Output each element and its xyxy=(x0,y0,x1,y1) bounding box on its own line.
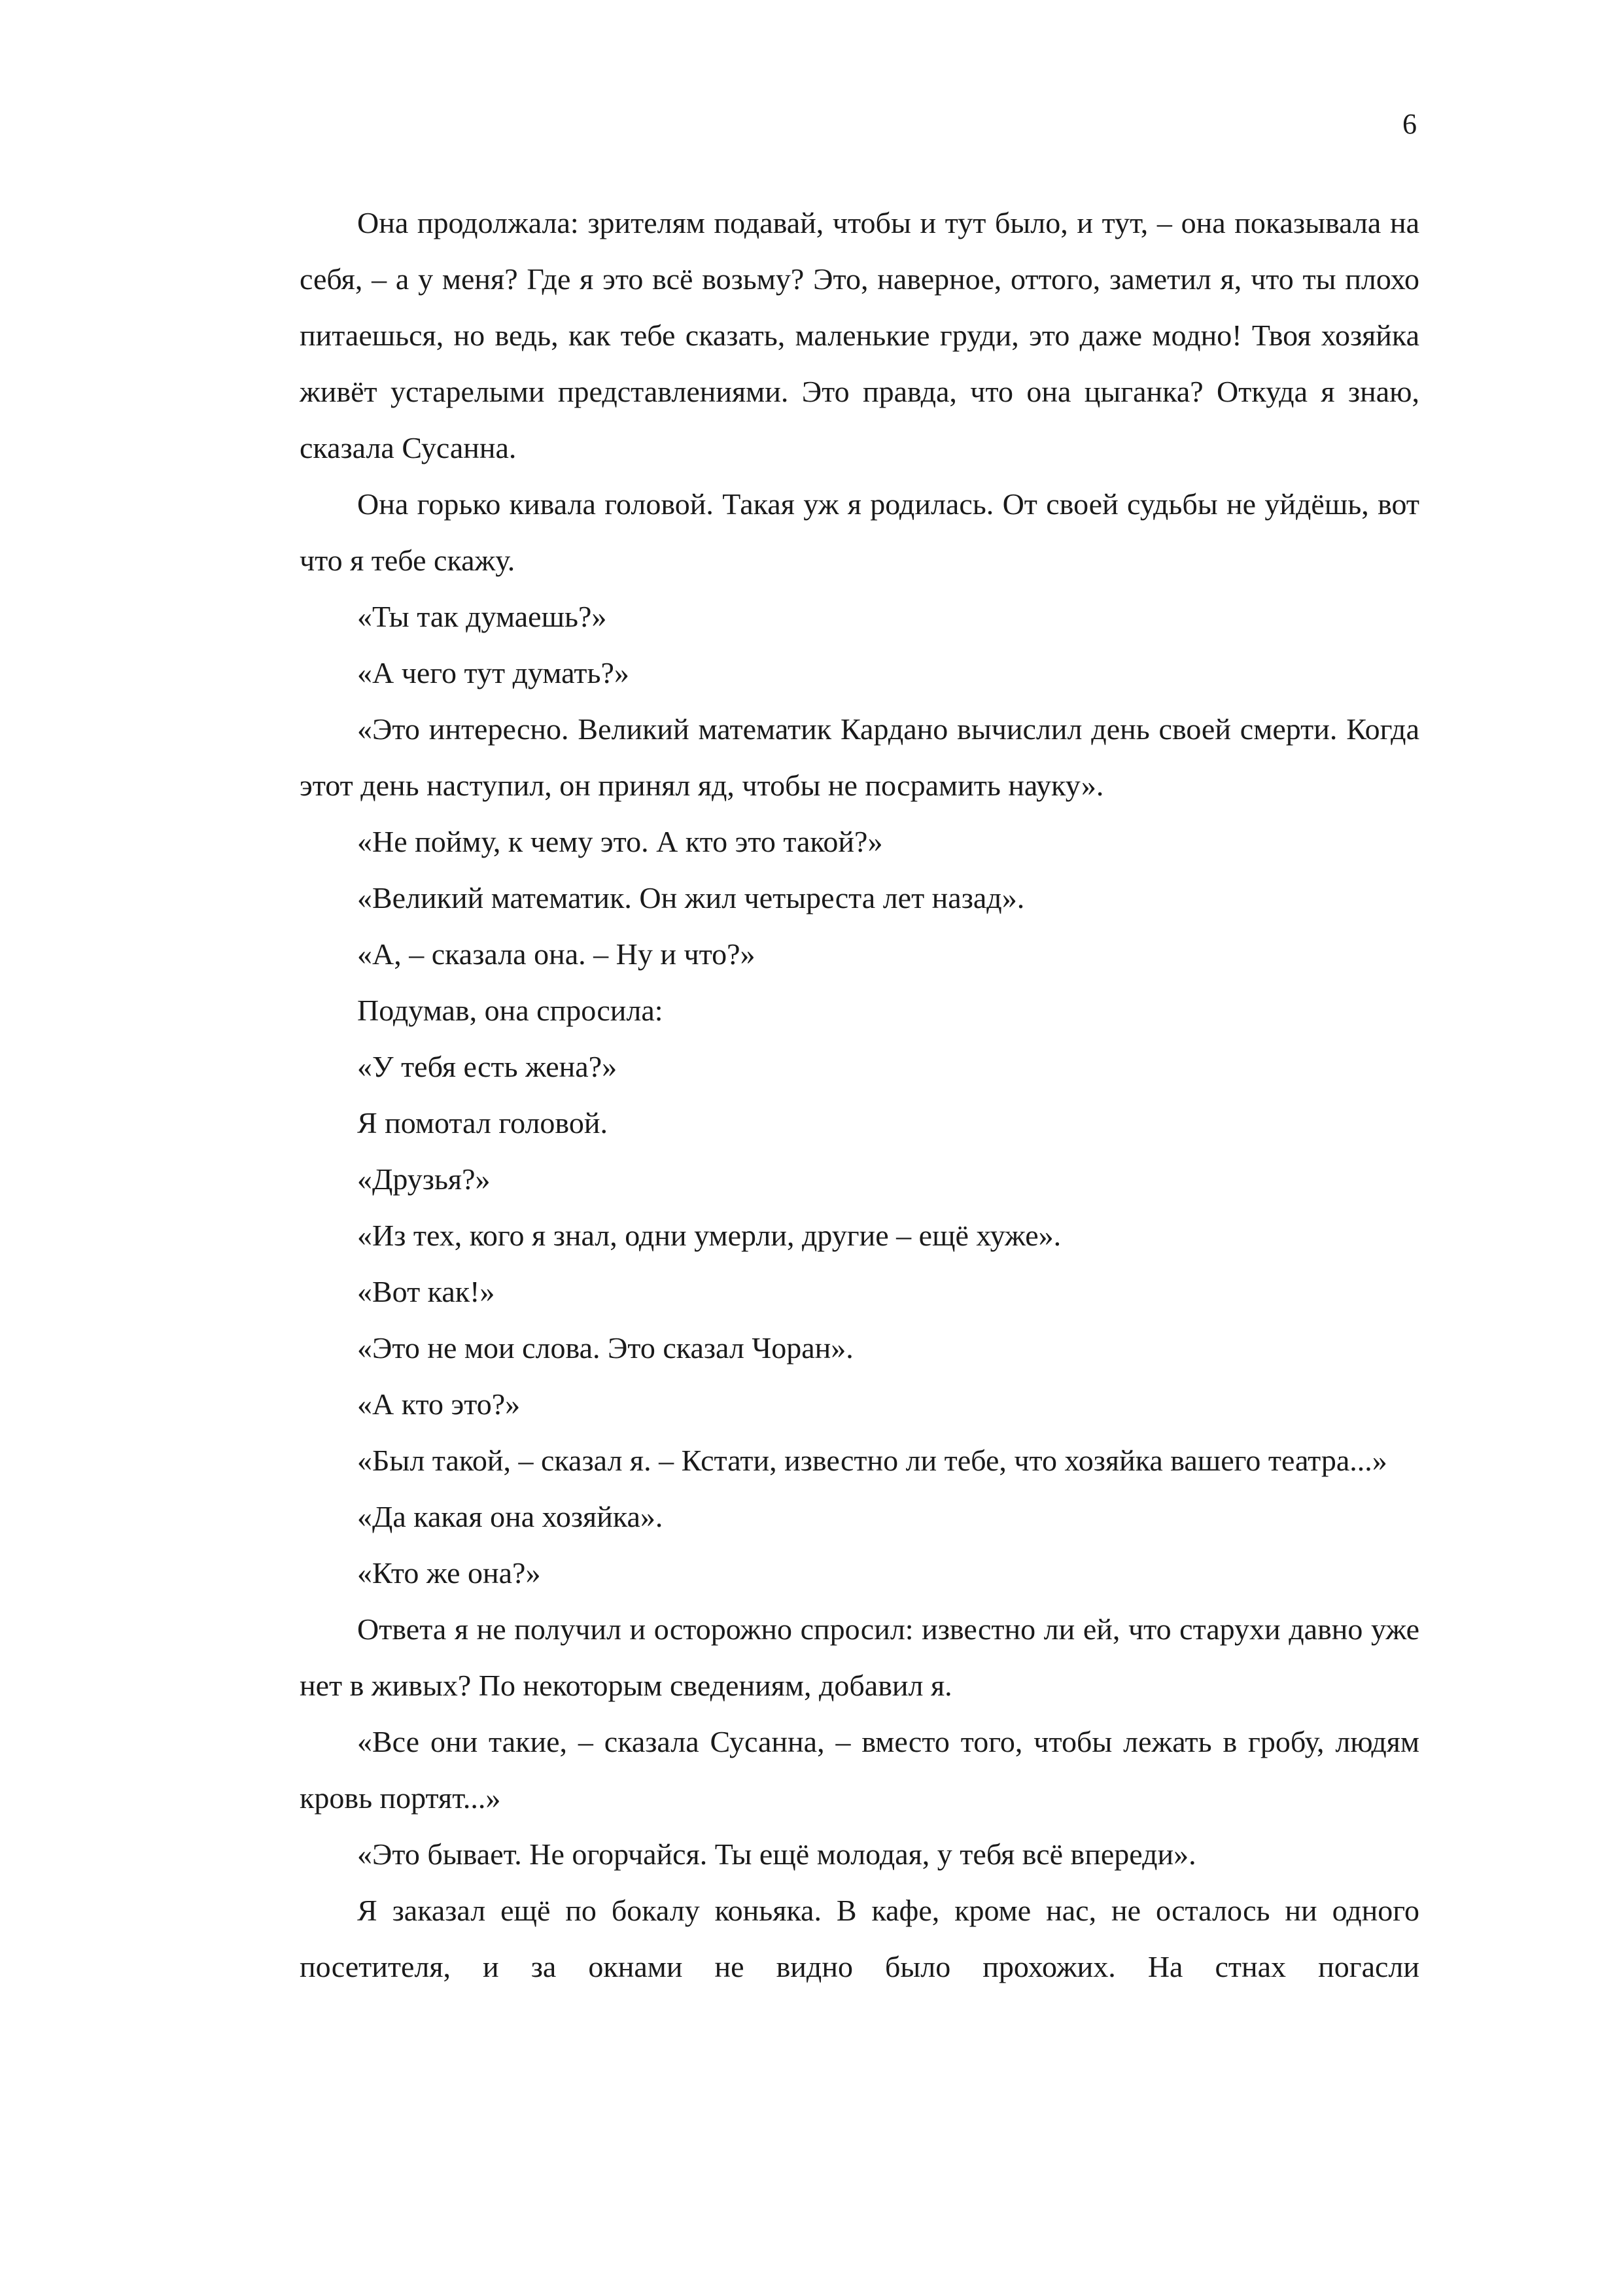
paragraph: «А, – сказала она. – Ну и что?» xyxy=(357,937,755,971)
paragraph: «Кто же она?» xyxy=(357,1556,541,1590)
paragraph: Она продолжала: зрителям подавай, чтобы и тут было, и тут, – она показывала на себя, – а у меня? Где я это всё возьму? Это, наверное, оттого, заметил я, что ты плохо питаешься, но ведь, как тебе сказать, маленькие груди, это даже модно! Твоя хозяйка живёт устарелыми представлениями. Это правда, что она цыганка? Откуда я знаю, сказала Сусанна. xyxy=(300,206,1419,464)
paragraph: Я помотал головой. xyxy=(357,1106,608,1139)
paragraph: Ответа я не получил и осторожно спросил: известно ли ей, что старухи давно уже нет в живых? По некоторым сведениям, добавил я. xyxy=(300,1612,1419,1702)
paragraph: «Великий математик. Он жил четыреста лет назад». xyxy=(357,881,1025,914)
paragraph: «Друзья?» xyxy=(357,1162,491,1196)
paragraph: «Это бывает. Не огорчайся. Ты ещё молодая, у тебя всё впереди». xyxy=(357,1837,1196,1871)
paragraph: «Да какая она хозяйка». xyxy=(357,1500,663,1533)
paragraph: «Из тех, кого я знал, одни умерли, другие – ещё хуже». xyxy=(357,1219,1062,1252)
paragraph: Я заказал ещё по бокалу коньяка. В кафе, кроме нас, не осталось ни одного посетителя, и за окнами не видно было прохожих. На стнах погасли xyxy=(300,1894,1419,1983)
paragraph: «Это не мои слова. Это сказал Чоран». xyxy=(357,1331,854,1365)
paragraph: «А кто это?» xyxy=(357,1387,521,1421)
paragraph: «Вот как!» xyxy=(357,1275,495,1308)
text-body xyxy=(300,195,1419,1995)
paragraph: «Ты так думаешь?» xyxy=(357,600,607,633)
paragraph: Она горько кивала головой. Такая уж я родилась. От своей судьбы не уйдёшь, вот что я тебе скажу. xyxy=(300,487,1419,577)
paragraph: Подумав, она спросила: xyxy=(357,994,663,1027)
paragraph: «Не пойму, к чему это. А кто это такой?» xyxy=(357,825,883,858)
paragraph: «У тебя есть жена?» xyxy=(357,1050,617,1083)
paragraph: «Это интересно. Великий математик Кардано вычислил день своей смерти. Когда этот день наступил, он принял яд, чтобы не посрамить науку». xyxy=(300,712,1419,802)
paragraph: «А чего тут думать?» xyxy=(357,656,629,689)
paragraph: «Все они такие, – сказала Сусанна, – вместо того, чтобы лежать в гробу, людям кровь портят...» xyxy=(300,1725,1419,1815)
paragraph: «Был такой, – сказал я. – Кстати, известно ли тебе, что хозяйка вашего театра...» xyxy=(357,1444,1387,1477)
page-number: 6 xyxy=(1402,108,1417,140)
